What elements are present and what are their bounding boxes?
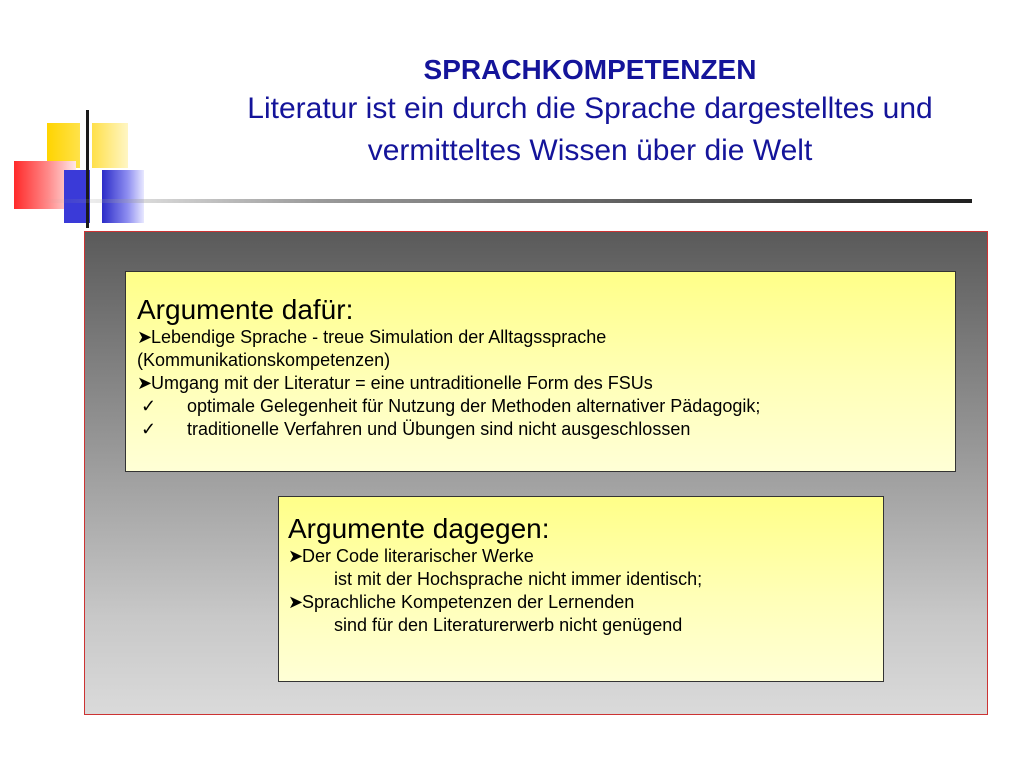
contra-heading: Argumente dagegen: [288, 513, 550, 544]
decor-vertical-line [86, 110, 89, 228]
pro-item-3: ✓ optimale Gelegenheit für Nutzung der Methoden alternativer Pädagogik; [137, 395, 955, 418]
contra-item-1: ➤Der Code literarischer Werke [288, 546, 534, 566]
checkmark-icon: ✓ [141, 419, 157, 439]
contra-arguments-box [278, 496, 884, 682]
title-line-2: Literatur ist ein durch die Sprache dargestelltes und [247, 92, 933, 125]
arrow-bullet-icon: ➤ [288, 592, 304, 612]
title-underline [40, 199, 972, 203]
content-panel [84, 231, 988, 715]
pro-arguments-box [125, 271, 956, 472]
contra-item-1-continued: ist mit der Hochsprache nicht immer identisch; [334, 569, 703, 589]
checkmark-icon: ✓ [141, 396, 157, 416]
pro-heading: Argumente dafür: [137, 294, 354, 325]
pro-item-1: ➤Lebendige Sprache - treue Simulation der Alltagssprache [137, 327, 607, 347]
pro-item-2: ➤Umgang mit der Literatur = eine untraditionelle Form des FSUs [137, 373, 653, 393]
contra-item-2-continued: sind für den Literaturerwerb nicht genügend [334, 615, 683, 635]
arrow-bullet-icon: ➤ [137, 327, 153, 347]
pro-item-4: ✓ traditionelle Verfahren und Übungen sind nicht ausgeschlossen [137, 418, 955, 441]
slide-title [190, 52, 990, 172]
decor-square-yellow-light [92, 123, 128, 168]
pro-item-1-continued: (Kommunikationskompetenzen) [137, 350, 391, 370]
title-line-3: vermitteltes Wissen über die Welt [367, 134, 813, 167]
decor-square-blue-light [102, 170, 144, 223]
arrow-bullet-icon: ➤ [288, 546, 304, 566]
contra-item-2: ➤Sprachliche Kompetenzen der Lernenden [288, 592, 635, 612]
arrow-bullet-icon: ➤ [137, 373, 153, 393]
title-line-1: SPRACHKOMPETENZEN [423, 54, 757, 85]
